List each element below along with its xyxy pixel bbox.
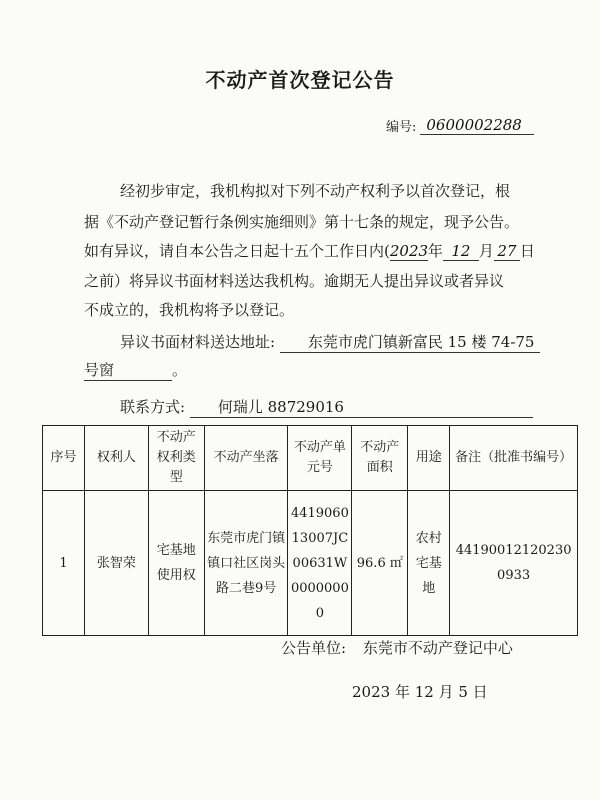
contact-label: 联系方式: bbox=[120, 398, 186, 416]
body-line-3 bbox=[84, 240, 535, 261]
cell-area: 96.6 ㎡ bbox=[352, 491, 408, 636]
body-line-5: 不成立的，我机构将予以登记。 bbox=[84, 301, 295, 319]
header-index: 序号 bbox=[43, 426, 85, 491]
body-line-4: 之前）将异议书面材料送达我机构。逾期无人提出异议或者异议 bbox=[84, 272, 505, 290]
header-holder: 权利人 bbox=[84, 426, 148, 491]
day-char: 日 bbox=[519, 242, 535, 260]
address-label: 异议书面材料送达地址: bbox=[120, 333, 276, 351]
header-remarks: 备注（批准书编号） bbox=[450, 426, 578, 491]
year-char: 年 bbox=[427, 242, 443, 260]
contact-line bbox=[120, 396, 533, 418]
notice-date: 2023 年 12 月 5 日 bbox=[352, 683, 488, 701]
month-char: 月 bbox=[478, 242, 494, 260]
notice-unit-label: 公告单位: bbox=[281, 639, 347, 657]
deadline-day: 27 bbox=[494, 242, 520, 261]
table-header-row bbox=[43, 426, 578, 491]
header-right-type: 不动产权利类型 bbox=[148, 426, 204, 491]
deadline-month: 12 bbox=[443, 242, 479, 261]
address-line bbox=[120, 331, 540, 353]
header-unit-number: 不动产单元号 bbox=[288, 426, 352, 491]
cell-index: 1 bbox=[43, 491, 85, 636]
header-location: 不动产坐落 bbox=[204, 426, 288, 491]
cell-holder: 张智荣 bbox=[84, 491, 148, 636]
body-line-1: 经初步审定，我机构拟对下列不动产权利予以首次登记，根 bbox=[120, 182, 511, 200]
notice-unit bbox=[281, 637, 513, 658]
cell-usage: 农村宅基地 bbox=[408, 491, 450, 636]
cell-unit-number: 441906013007JC00631W00000000 bbox=[288, 491, 352, 636]
registration-table bbox=[42, 425, 578, 636]
page-title: 不动产首次登记公告 bbox=[205, 68, 395, 92]
serial-number-row bbox=[386, 116, 534, 135]
table-row bbox=[43, 491, 578, 636]
contact-value: 何瑞儿 88729016 bbox=[190, 396, 533, 418]
address-line-2 bbox=[84, 359, 187, 381]
deadline-year: 2023 bbox=[389, 242, 429, 260]
header-usage: 用途 bbox=[408, 426, 450, 491]
serial-label: 编号: bbox=[386, 120, 417, 135]
cell-location: 东莞市虎门镇镇口社区岗头路二巷9号 bbox=[204, 491, 288, 636]
notice-unit-value: 东莞市不动产登记中心 bbox=[362, 639, 513, 657]
address-value-1: 东莞市虎门镇新富民 15 楼 74-75 bbox=[280, 331, 541, 353]
header-area: 不动产面积 bbox=[352, 426, 408, 491]
deadline-prefix: 如有异议，请自本公告之日起十五个工作日内( bbox=[84, 242, 390, 260]
cell-right-type: 宅基地使用权 bbox=[148, 491, 204, 636]
body-line-2: 据《不动产登记暂行条例实施细则》第十七条的规定，现予公告。 bbox=[84, 213, 520, 231]
address-end: 。 bbox=[172, 361, 188, 379]
cell-remarks: 441900121202300933 bbox=[450, 491, 578, 636]
address-value-2: 号窗 bbox=[84, 359, 172, 381]
serial-value: 0600002288 bbox=[420, 116, 534, 135]
